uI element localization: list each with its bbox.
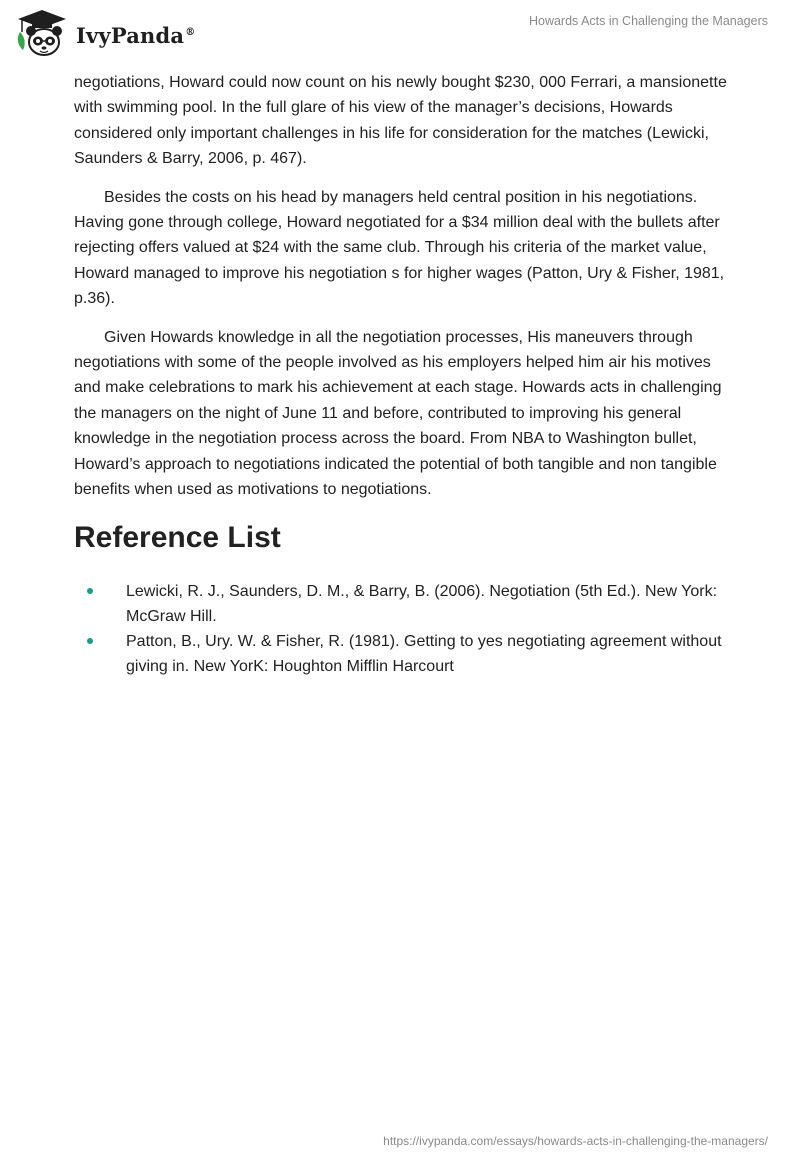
document-title: Howards Acts in Challenging the Managers [528,14,768,28]
reference-text: Lewicki, R. J., Saunders, D. M., & Barry, B. (2006). Negotiation (5th Ed.). New York: McGraw Hill. [126,582,718,625]
ivypanda-logo[interactable] [14,8,195,58]
reference-item [74,579,734,629]
reference-list [74,579,734,679]
reference-text: Patton, B., Ury. W. & Fisher, R. (1981). Getting to yes negotiating agreement without giving in. New YorK: Houghton Mifflin Harcourt [126,632,722,675]
panda-graduate-icon [14,8,70,58]
paragraph-2: Besides the costs on his head by managers held central position in his negotiations. Having gone through college, Howard negotiated for a $34 million deal with the bullets after rejecting offers valued at $24 with the same club. Through his criteria of the market value, Howard managed to improve his negotiation s for higher wages (Patton, Ury & Fisher, 1981, p.36). [74,188,725,308]
source-url-link[interactable]: https://ivypanda.com/essays/howards-acts-in-challenging-the-managers/ [383,1134,768,1148]
reference-item [74,629,734,679]
paragraph-1: negotiations, Howard could now count on his newly bought $230, 000 Ferrari, a mansionette with swimming pool. In the full glare of his view of the manager’s decisions, Howards considered only important challenges in his life for consideration for the matches (Lewicki, Saunders & Barry, 2006, p. 467). [74,74,727,168]
logo-text: IvyPanda® [76,22,196,48]
paragraph-3: Given Howards knowledge in all the negotiation processes, His maneuvers through negotiations with some of the people involved as his employers helped him air his motives and make celebrations to mark his achievement at each stage. Howards acts in challenging the managers on the night of June 11 and before, contributed to improving his general knowledge in the negotiation process across the board. From NBA to Washington bullet, Howard’s approach to negotiations indicated the potential of both tangible and non tangible benefits when used as motivations to negotiations. [74,328,722,499]
essay-content [74,70,734,679]
bullet-icon [87,638,93,644]
bullet-icon [87,588,93,594]
reference-list-heading: Reference List [74,520,281,554]
page-header [0,0,800,62]
